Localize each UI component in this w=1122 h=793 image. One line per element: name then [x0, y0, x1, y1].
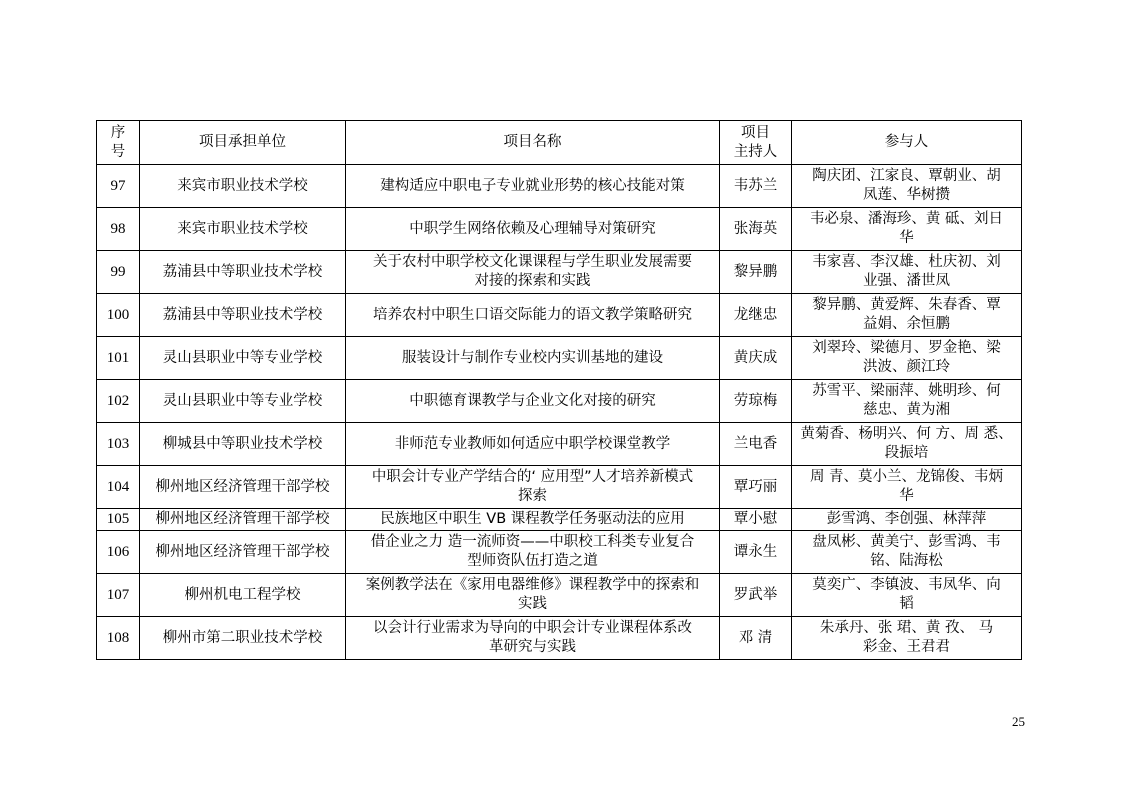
row-host: 覃巧丽	[720, 466, 792, 509]
row-participants: 朱承丹、张 珺、黄 孜、 马 彩金、王君君	[792, 617, 1022, 660]
row-seq: 105	[97, 509, 140, 531]
row-project-name: 借企业之力 造一流师资——中职校工科类专业复合 型师资队伍打造之道	[346, 531, 720, 574]
row-unit: 柳州地区经济管理干部学校	[140, 466, 346, 509]
table-row	[97, 617, 1022, 660]
row-host: 韦苏兰	[720, 165, 792, 208]
row-project-name: 中职德育课教学与企业文化对接的研究	[346, 380, 720, 423]
row-unit: 荔浦县中等职业技术学校	[140, 251, 346, 294]
header-seq: 序 号	[97, 121, 140, 165]
table-row	[97, 294, 1022, 337]
row-host: 张海英	[720, 208, 792, 251]
table-row	[97, 423, 1022, 466]
header-unit: 项目承担单位	[140, 121, 346, 165]
row-project-name: 中职学生网络依赖及心理辅导对策研究	[346, 208, 720, 251]
row-host: 覃小慰	[720, 509, 792, 531]
row-project-name: 非师范专业教师如何适应中职学校课堂教学	[346, 423, 720, 466]
row-participants: 刘翠玲、梁德月、罗金艳、梁 洪波、颜江玲	[792, 337, 1022, 380]
row-seq: 101	[97, 337, 140, 380]
table-row	[97, 165, 1022, 208]
table-row	[97, 208, 1022, 251]
row-host: 劳琼梅	[720, 380, 792, 423]
row-participants: 黄菊香、杨明兴、何 方、周 悉、 段振培	[792, 423, 1022, 466]
row-seq: 99	[97, 251, 140, 294]
row-unit: 柳州地区经济管理干部学校	[140, 531, 346, 574]
table-row	[97, 466, 1022, 509]
row-seq: 104	[97, 466, 140, 509]
header-participants: 参与人	[792, 121, 1022, 165]
row-seq: 100	[97, 294, 140, 337]
row-participants: 盘凤彬、黄美宁、彭雪鸿、韦 铭、陆海松	[792, 531, 1022, 574]
table-body	[97, 165, 1022, 660]
row-unit: 柳城县中等职业技术学校	[140, 423, 346, 466]
row-participants: 陶庆团、江家良、覃朝业、胡 凤莲、华树攒	[792, 165, 1022, 208]
row-project-name: 中职会计专业产学结合的‘ 应用型”人才培养新模式 探索	[346, 466, 720, 509]
row-host: 罗武举	[720, 574, 792, 617]
row-seq: 108	[97, 617, 140, 660]
row-participants: 韦家喜、李汉雄、杜庆初、刘 业强、潘世凤	[792, 251, 1022, 294]
row-participants: 苏雪平、梁丽萍、姚明珍、何 慈忠、黄为湘	[792, 380, 1022, 423]
row-seq: 97	[97, 165, 140, 208]
row-participants: 彭雪鸿、李创强、林萍萍	[792, 509, 1022, 531]
row-seq: 103	[97, 423, 140, 466]
page-number: 25	[1012, 714, 1025, 729]
row-participants: 莫奕广、李镇波、韦凤华、向 韬	[792, 574, 1022, 617]
header-row	[97, 121, 1022, 165]
row-participants: 韦必泉、潘海珍、黄 砥、刘日 华	[792, 208, 1022, 251]
row-unit: 柳州市第二职业技术学校	[140, 617, 346, 660]
row-seq: 107	[97, 574, 140, 617]
row-seq: 98	[97, 208, 140, 251]
row-project-name: 建构适应中职电子专业就业形势的核心技能对策	[346, 165, 720, 208]
row-unit: 来宾市职业技术学校	[140, 208, 346, 251]
row-unit: 柳州机电工程学校	[140, 574, 346, 617]
row-seq: 106	[97, 531, 140, 574]
row-participants: 周 青、莫小兰、龙锦俊、韦炳 华	[792, 466, 1022, 509]
row-unit: 荔浦县中等职业技术学校	[140, 294, 346, 337]
table-row	[97, 380, 1022, 423]
header-name: 项目名称	[346, 121, 720, 165]
project-table	[96, 120, 1022, 660]
row-project-name: 以会计行业需求为导向的中职会计专业课程体系改 革研究与实践	[346, 617, 720, 660]
table-row	[97, 251, 1022, 294]
row-project-name: 服装设计与制作专业校内实训基地的建设	[346, 337, 720, 380]
row-host: 谭永生	[720, 531, 792, 574]
row-unit: 柳州地区经济管理干部学校	[140, 509, 346, 531]
row-participants: 黎异鹏、黄爱辉、朱春香、覃 益娟、余恒鹏	[792, 294, 1022, 337]
row-host: 邓 清	[720, 617, 792, 660]
row-host: 黄庆成	[720, 337, 792, 380]
table-row	[97, 574, 1022, 617]
row-unit: 灵山县职业中等专业学校	[140, 380, 346, 423]
table-row	[97, 531, 1022, 574]
row-unit: 灵山县职业中等专业学校	[140, 337, 346, 380]
table-row	[97, 337, 1022, 380]
row-host: 黎异鹏	[720, 251, 792, 294]
row-project-name: 培养农村中职生口语交际能力的语文教学策略研究	[346, 294, 720, 337]
row-host: 龙继忠	[720, 294, 792, 337]
table-row	[97, 509, 1022, 531]
row-host: 兰电香	[720, 423, 792, 466]
row-project-name: 关于农村中职学校文化课课程与学生职业发展需要 对接的探索和实践	[346, 251, 720, 294]
header-host: 项目 主持人	[720, 121, 792, 165]
row-seq: 102	[97, 380, 140, 423]
row-project-name: 民族地区中职生 VB 课程教学任务驱动法的应用	[346, 509, 720, 531]
row-unit: 来宾市职业技术学校	[140, 165, 346, 208]
row-project-name: 案例教学法在《家用电器维修》课程教学中的探索和 实践	[346, 574, 720, 617]
